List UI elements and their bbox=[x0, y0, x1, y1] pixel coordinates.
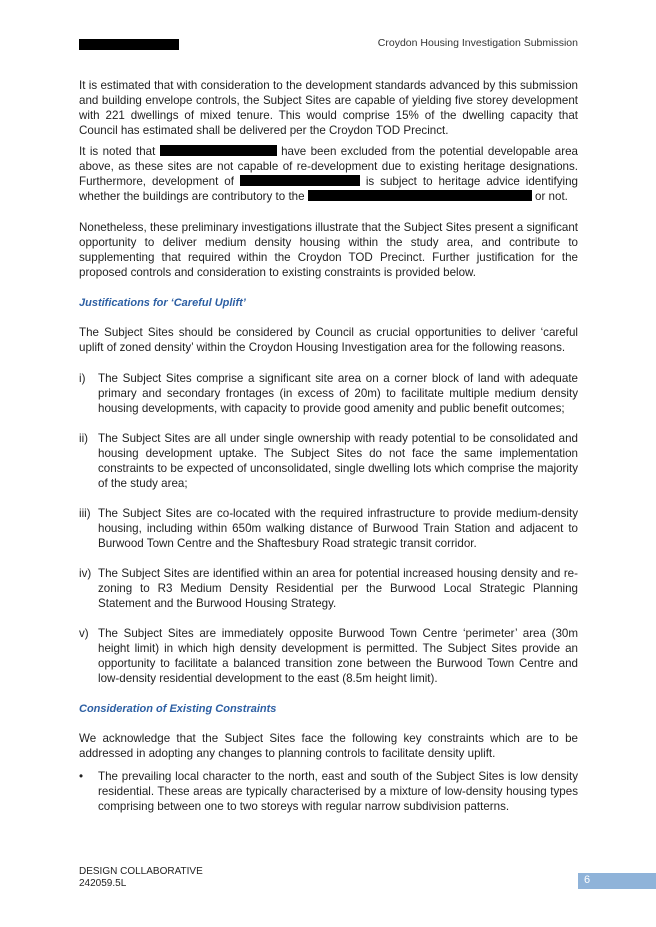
footer-company: DESIGN COLLABORATIVE bbox=[79, 866, 203, 877]
header-title: Croydon Housing Investigation Submission bbox=[377, 37, 578, 49]
bullet-item-text: The prevailing local character to the north, east and south of the Subject Sites is low density residential. These areas are typically characterised by a mixture of low-density housing types comprising between one to two storeys with regular narrow subdivision patterns. bbox=[98, 770, 578, 813]
list-item-number: ii) bbox=[79, 432, 89, 445]
list-item-number: iv) bbox=[79, 567, 92, 580]
list-item bbox=[79, 371, 578, 416]
constraints-heading: Consideration of Existing Constraints bbox=[79, 703, 277, 715]
list-item bbox=[79, 566, 578, 611]
redaction-block-2 bbox=[240, 175, 360, 186]
p2-text-d: or not. bbox=[531, 190, 568, 203]
intro-paragraph-3: Nonetheless, these preliminary investigations illustrate that the Subject Sites present a significant opportunity to deliver medium density housing within the study area, and contribute to supplementing that required within the Croydon TOD Precinct. Further justification for the proposed controls and consideration to existing constraints is provided below. bbox=[79, 221, 578, 279]
footer-reference: 242059.5L bbox=[79, 878, 127, 889]
bullet-icon: • bbox=[79, 770, 84, 783]
p2-text-b: have been excluded from the potential developable area above, as these sites are not capable of re-development due to existing heritage designations. Furthermore, development of bbox=[79, 145, 578, 188]
list-item-text: The Subject Sites comprise a significant site area on a corner block of land with adequate primary and secondary frontages (in excess of 20m) to facilitate multiple medium density housing developments, with capacity to provide good amenity and public benefit outcomes; bbox=[98, 372, 578, 415]
list-item-text: The Subject Sites are immediately opposite Burwood Town Centre ‘perimeter’ area (30m height limit) in which high density development is permitted. The Subject Sites provide an opportunity to facilitate a balanced transition zone between the Burwood Town Centre and low-density residential development to the east (8.5m height limit). bbox=[98, 627, 578, 685]
list-item bbox=[79, 431, 578, 491]
footer bbox=[79, 866, 203, 890]
list-item-text: The Subject Sites are identified within an area for potential increased housing density and re-zoning to R3 Medium Density Residential per the Burwood Local Strategic Planning Statement and the Burwood Housing Strategy. bbox=[98, 567, 578, 610]
list-item-text: The Subject Sites are all under single ownership with ready potential to be consolidated and housing development uptake. The Subject Sites do not face the same implementation constraints to be expected of unconsolidated, single dwelling lots which comprise the majority of the study area; bbox=[98, 432, 578, 490]
intro-paragraph-1: It is estimated that with consideration to the development standards advanced by this submission and building envelope controls, the Subject Sites are capable of yielding five storey development with 221 dwellings of mixed tenure. This would comprise 15% of the dwelling capacity that Council has estimated shall be delivered per the Croydon TOD Precinct. bbox=[79, 79, 578, 137]
justifications-intro: The Subject Sites should be considered by Council as crucial opportunities to deliver ‘careful uplift of zoned density’ within the Croydon Housing Investigation area for the following reasons. bbox=[79, 326, 578, 354]
p2-text-a: It is noted that bbox=[79, 145, 160, 158]
list-item-number: iii) bbox=[79, 507, 91, 520]
constraints-list bbox=[79, 769, 578, 814]
list-item-number: v) bbox=[79, 627, 89, 640]
list-item bbox=[79, 626, 578, 686]
list-item-number: i) bbox=[79, 372, 86, 385]
bullet-item bbox=[79, 769, 578, 814]
justifications-list bbox=[79, 371, 578, 686]
page-number-box bbox=[578, 873, 656, 889]
intro-paragraph-2 bbox=[79, 144, 578, 204]
redaction-block-1 bbox=[160, 145, 277, 156]
redaction-block-3 bbox=[308, 190, 532, 201]
constraints-intro: We acknowledge that the Subject Sites face the following key constraints which are to be addressed in adopting any changes to planning controls to facilitate density uplift. bbox=[79, 732, 578, 760]
document-body bbox=[79, 78, 578, 814]
list-item-text: The Subject Sites are co-located with the required infrastructure to provide medium-density housing, including within 650m walking distance of Burwood Train Station and adjacent to Burwood Town Centre and the Shaftesbury Road strategic transit corridor. bbox=[98, 507, 578, 550]
page-number: 6 bbox=[584, 874, 591, 886]
header-redaction bbox=[79, 39, 179, 50]
p2-text-c: is subject to heritage advice identifying whether the buildings are contributory to the bbox=[79, 175, 578, 203]
justifications-heading: Justifications for ‘Careful Uplift’ bbox=[79, 297, 246, 309]
list-item bbox=[79, 506, 578, 551]
